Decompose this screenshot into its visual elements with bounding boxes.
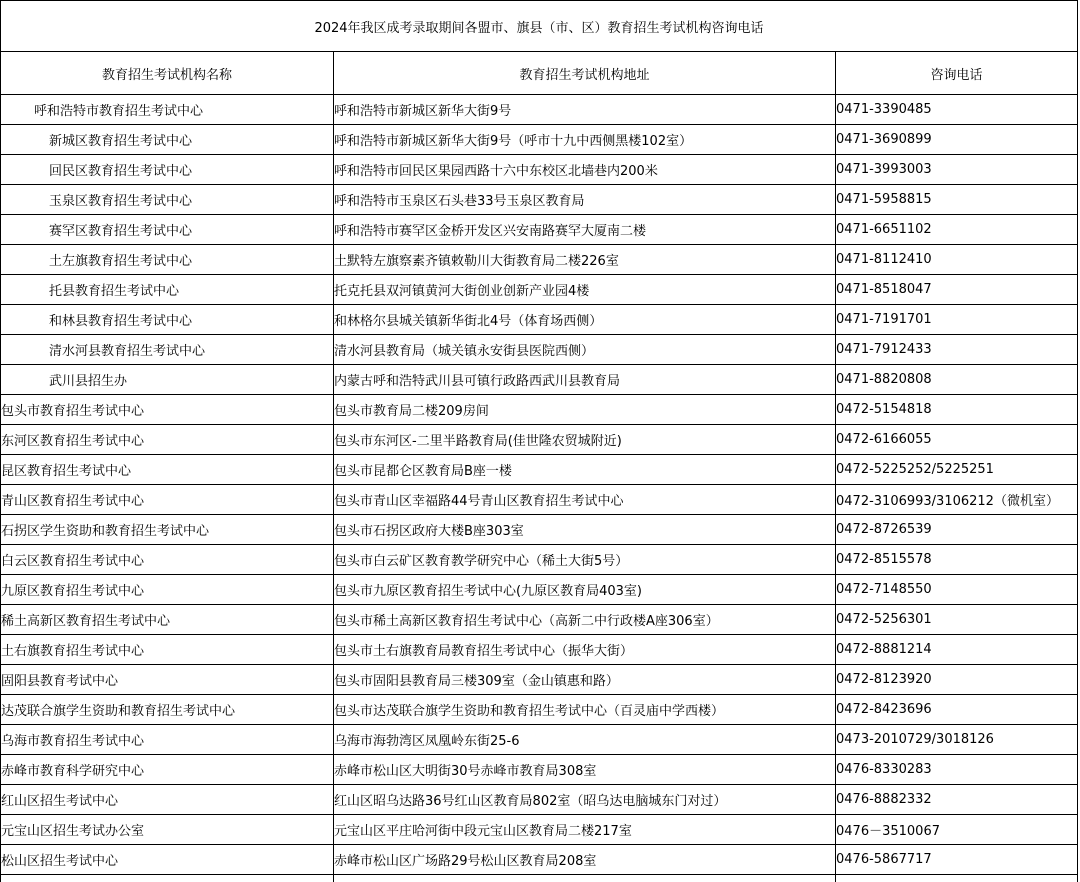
table-row xyxy=(1,185,1078,215)
phone-cell: 0471-5958815 xyxy=(836,185,1078,215)
institution-address-cell: 清水河县教育局（城关镇永安街县医院西侧） xyxy=(334,335,836,365)
institution-name-cell: 呼和浩特市教育招生考试中心 xyxy=(1,95,334,125)
institution-name-cell: 松山区招生考试中心 xyxy=(1,845,334,875)
institution-name-cell: 东河区教育招生考试中心 xyxy=(1,425,334,455)
table-row xyxy=(1,275,1078,305)
institution-name-cell: 玉泉区教育招生考试中心 xyxy=(1,185,334,215)
institution-address-cell: 内蒙古呼和浩特武川县可镇行政路西武川县教育局 xyxy=(334,365,836,395)
phone-cell: 0471-3690899 xyxy=(836,125,1078,155)
institution-address-cell: 包头市青山区幸福路44号青山区教育招生考试中心 xyxy=(334,485,836,515)
institution-address-cell: 呼和浩特市回民区果园西路十六中东校区北墙巷内200米 xyxy=(334,155,836,185)
institution-address-cell: 包头市固阳县教育局三楼309室（金山镇惠和路） xyxy=(334,665,836,695)
table-row xyxy=(1,335,1078,365)
table-title: 2024年我区成考录取期间各盟市、旗县（市、区）教育招生考试机构咨询电话 xyxy=(1,1,1078,52)
phone-cell: 0471-3390485 xyxy=(836,95,1078,125)
institution-address-cell: 赤峰市松山区广场路29号松山区教育局208室 xyxy=(334,845,836,875)
table-row xyxy=(1,545,1078,575)
institution-address-cell: 包头市东河区-二里半路教育局(佳世隆农贸城附近) xyxy=(334,425,836,455)
institution-name-cell: 武川县招生办 xyxy=(1,365,334,395)
institution-name-cell: 达茂联合旗学生资助和教育招生考试中心 xyxy=(1,695,334,725)
table-row xyxy=(1,785,1078,815)
table-row xyxy=(1,605,1078,635)
table-row xyxy=(1,395,1078,425)
institution-name-cell: 包头市教育招生考试中心 xyxy=(1,395,334,425)
table-row xyxy=(1,635,1078,665)
institution-name-cell: 回民区教育招生考试中心 xyxy=(1,155,334,185)
institution-name-cell: 赤峰市教育科学研究中心 xyxy=(1,755,334,785)
institution-name-cell: 元宝山区招生考试办公室 xyxy=(1,815,334,845)
institution-name-cell: 白云区教育招生考试中心 xyxy=(1,545,334,575)
institution-name-cell: 土左旗教育招生考试中心 xyxy=(1,245,334,275)
phone-cell: 0471-8112410 xyxy=(836,245,1078,275)
institution-name-cell: 托县教育招生考试中心 xyxy=(1,275,334,305)
table-body xyxy=(1,95,1078,882)
institution-address-cell: 元宝山区平庄哈河街中段元宝山区教育局二楼217室 xyxy=(334,815,836,845)
empty-cell xyxy=(1,875,334,882)
institution-address-cell: 红山区昭乌达路36号红山区教育局802室（昭乌达电脑城东门对过） xyxy=(334,785,836,815)
institution-name-cell: 清水河县教育招生考试中心 xyxy=(1,335,334,365)
institution-name-cell: 红山区招生考试中心 xyxy=(1,785,334,815)
institution-address-cell: 呼和浩特市玉泉区石头巷33号玉泉区教育局 xyxy=(334,185,836,215)
institution-name-cell: 昆区教育招生考试中心 xyxy=(1,455,334,485)
institution-address-cell: 呼和浩特市赛罕区金桥开发区兴安南路赛罕大厦南二楼 xyxy=(334,215,836,245)
phone-cell: 0471-6651102 xyxy=(836,215,1078,245)
phone-cell: 0471-7191701 xyxy=(836,305,1078,335)
institution-address-cell: 土默特左旗察素齐镇敕勒川大街教育局二楼226室 xyxy=(334,245,836,275)
phone-cell: 0472-8515578 xyxy=(836,545,1078,575)
institution-name-cell: 新城区教育招生考试中心 xyxy=(1,125,334,155)
phone-cell: 0471-7912433 xyxy=(836,335,1078,365)
institution-name-cell: 石拐区学生资助和教育招生考试中心 xyxy=(1,515,334,545)
table-row xyxy=(1,455,1078,485)
phone-cell: 0472-8881214 xyxy=(836,635,1078,665)
institution-address-cell: 包头市昆都仑区教育局B座一楼 xyxy=(334,455,836,485)
institution-address-cell: 包头市达茂联合旗学生资助和教育招生考试中心（百灵庙中学西楼） xyxy=(334,695,836,725)
institution-address-cell: 呼和浩特市新城区新华大街9号（呼市十九中西侧黑楼102室） xyxy=(334,125,836,155)
column-header-institution-address: 教育招生考试机构地址 xyxy=(334,52,836,95)
phone-cell: 0476－3510067 xyxy=(836,815,1078,845)
table-row xyxy=(1,665,1078,695)
phone-cell: 0473-2010729/3018126 xyxy=(836,725,1078,755)
table-row-partial xyxy=(1,875,1078,882)
institution-address-cell: 包头市土右旗教育局教育招生考试中心（振华大街） xyxy=(334,635,836,665)
phone-cell: 0472-8123920 xyxy=(836,665,1078,695)
institution-address-cell: 呼和浩特市新城区新华大街9号 xyxy=(334,95,836,125)
table-row xyxy=(1,125,1078,155)
institution-name-cell: 青山区教育招生考试中心 xyxy=(1,485,334,515)
institution-name-cell: 稀土高新区教育招生考试中心 xyxy=(1,605,334,635)
institution-address-cell: 托克托县双河镇黄河大街创业创新产业园4楼 xyxy=(334,275,836,305)
institution-address-cell: 和林格尔县城关镇新华街北4号（体育场西侧） xyxy=(334,305,836,335)
institution-address-cell: 包头市教育局二楼209房间 xyxy=(334,395,836,425)
institution-address-cell: 包头市白云矿区教育教学研究中心（稀土大街5号） xyxy=(334,545,836,575)
institution-name-cell: 和林县教育招生考试中心 xyxy=(1,305,334,335)
table-row xyxy=(1,155,1078,185)
phone-cell: 0472-8726539 xyxy=(836,515,1078,545)
column-header-institution-name: 教育招生考试机构名称 xyxy=(1,52,334,95)
phone-cell: 0476-8882332 xyxy=(836,785,1078,815)
table-row xyxy=(1,725,1078,755)
institution-address-cell: 赤峰市松山区大明街30号赤峰市教育局308室 xyxy=(334,755,836,785)
institution-address-cell: 包头市稀土高新区教育招生考试中心（高新二中行政楼A座306室） xyxy=(334,605,836,635)
table-row xyxy=(1,95,1078,125)
table-row xyxy=(1,815,1078,845)
phone-cell: 0472-5154818 xyxy=(836,395,1078,425)
phone-cell: 0472-8423696 xyxy=(836,695,1078,725)
empty-cell xyxy=(334,875,836,882)
phone-cell: 0471-3993003 xyxy=(836,155,1078,185)
institution-name-cell: 固阳县教育考试中心 xyxy=(1,665,334,695)
column-header-phone: 咨询电话 xyxy=(836,52,1078,95)
institution-name-cell: 九原区教育招生考试中心 xyxy=(1,575,334,605)
table-row xyxy=(1,245,1078,275)
title-row xyxy=(1,1,1078,52)
table-row xyxy=(1,365,1078,395)
phone-cell: 0472-7148550 xyxy=(836,575,1078,605)
empty-cell xyxy=(836,875,1078,882)
phone-cell: 0472-3106993/3106212（微机室） xyxy=(836,485,1078,515)
institution-address-cell: 包头市石拐区政府大楼B座303室 xyxy=(334,515,836,545)
institution-address-cell: 乌海市海勃湾区凤凰岭东街25-6 xyxy=(334,725,836,755)
phone-cell: 0476-5867717 xyxy=(836,845,1078,875)
phone-cell: 0476-8330283 xyxy=(836,755,1078,785)
table-row xyxy=(1,575,1078,605)
table-row xyxy=(1,695,1078,725)
table-row xyxy=(1,755,1078,785)
institution-name-cell: 乌海市教育招生考试中心 xyxy=(1,725,334,755)
table-row xyxy=(1,845,1078,875)
institution-name-cell: 土右旗教育招生考试中心 xyxy=(1,635,334,665)
institution-name-cell: 赛罕区教育招生考试中心 xyxy=(1,215,334,245)
phone-cell: 0471-8820808 xyxy=(836,365,1078,395)
header-row xyxy=(1,52,1078,95)
table-row xyxy=(1,515,1078,545)
table-row xyxy=(1,215,1078,245)
table-row xyxy=(1,485,1078,515)
phone-cell: 0472-5256301 xyxy=(836,605,1078,635)
phone-cell: 0472-5225252/5225251 xyxy=(836,455,1078,485)
institution-address-cell: 包头市九原区教育招生考试中心(九原区教育局403室) xyxy=(334,575,836,605)
table-row xyxy=(1,425,1078,455)
table-row xyxy=(1,305,1078,335)
phone-cell: 0471-8518047 xyxy=(836,275,1078,305)
phone-cell: 0472-6166055 xyxy=(836,425,1078,455)
